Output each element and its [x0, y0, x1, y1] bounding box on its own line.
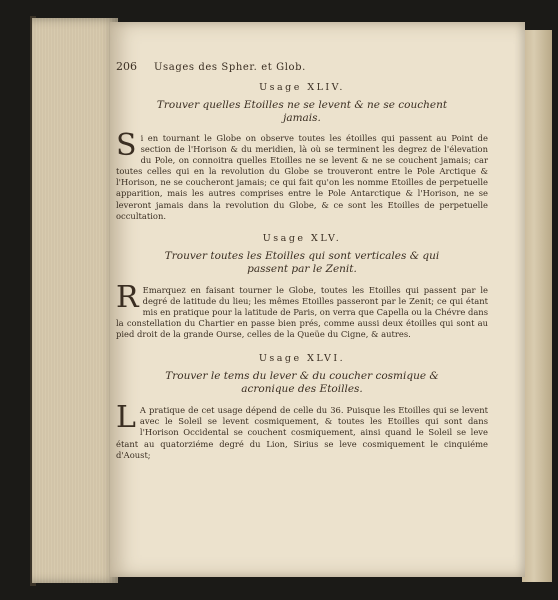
section-label: Usage XLVI.	[258, 353, 346, 365]
section-label: Usage XLIV.	[259, 82, 345, 93]
section-text: Emarquez en faisant tourner le Globe, toutes les Etoilles qui passent par le degré de latitude du lieu; les mêmes Etoilles passeront par le Zenit; ce qui étant mis en pratique pour la latitude de Paris, on verra que Capella ou la Chévre dans la constellation du Chartier en passe bien prés, comme aussi deux étoilles qui sont au pied droit de la grande Ourse, celles de la Queüe du Cigne, & autres.	[116, 284, 488, 340]
section-usage-44	[116, 82, 488, 222]
section-usage-46	[116, 353, 488, 460]
page-content	[116, 82, 488, 461]
running-head	[116, 60, 488, 73]
running-title: Usages des Spher. et Glob.	[154, 62, 306, 73]
drop-cap: S	[116, 128, 137, 163]
section-body	[116, 400, 488, 460]
drop-cap: R	[116, 279, 139, 315]
section-title: Trouver le tems du lever & du coucher cosmique & acronique des Etoilles.	[165, 370, 439, 396]
page-stack-edge	[32, 18, 118, 583]
section-usage-45	[116, 233, 488, 340]
section-label: Usage XLV.	[262, 232, 342, 244]
section-body	[116, 128, 488, 222]
section-title: Trouver toutes les Etoilles qui sont verticales & qui passent par le Zenit.	[164, 249, 440, 275]
drop-cap: L	[116, 400, 136, 436]
section-title: Trouver quelles Etoilles ne se levent & ne se couchent jamais.	[156, 99, 448, 124]
section-body	[116, 279, 488, 340]
section-text: i en tournant le Globe on observe toutes les étoilles qui passent au Point de section de l'Horison & du meridien, là où se terminent les degrez de l'élevation du Pole, on connoitra quelles Etoilles ne se levent & ne se couchent jamais; car toutes celles qui en la revolution du Globe se trouveront entre le Pole Arctique & l'Horison, ne se coucheront jamais; ce qui fait qu'on les nomme Etoilles de perpetuelle apparition, mais les autres comprises entre le Pole Antarctique & l'Horison, ne se leveront jamais dans la revolution du Globe, & ce sont les Etoilles de perpetuelle occultation.	[116, 133, 488, 221]
right-page-stack	[522, 30, 552, 582]
page-number: 206	[116, 60, 137, 73]
section-text: A pratique de cet usage dépend de celle du 36. Puisque les Etoilles qui se levent avec le Soleil se levent cosmiquement, & toutes les Etoilles qui sont dans l'Horison Occidental se couchent cosmiquement, ainsi quand le Soleil se leve étant au quatorziéme degré du Lion, Sirius se leve cosmiquement le cinquiéme d'Aoust;	[116, 405, 488, 460]
